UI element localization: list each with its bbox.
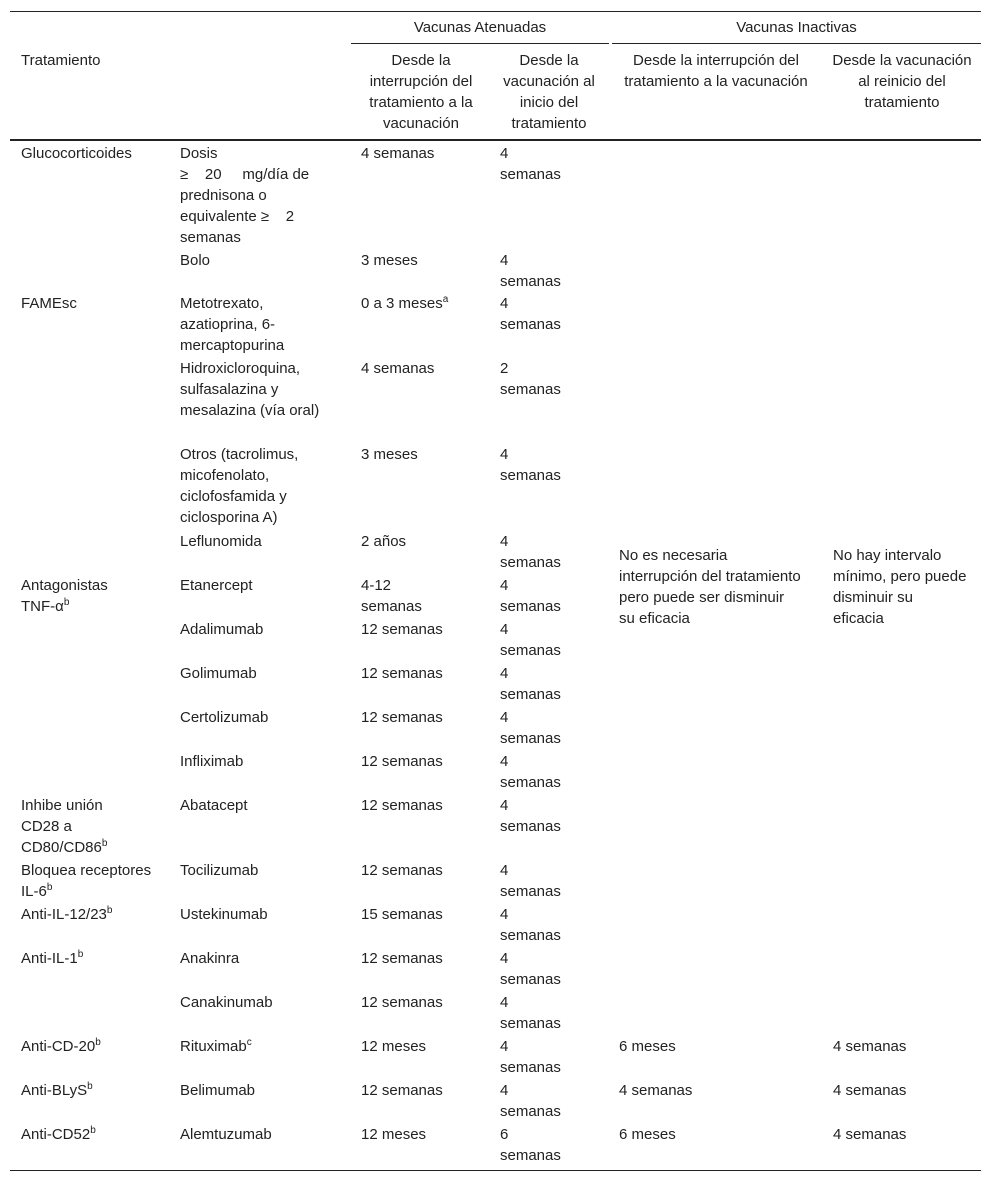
att-int-belimumab: 12 semanas: [361, 1082, 443, 1099]
drug-ustekinumab: Ustekinumab: [180, 906, 268, 923]
att-vac-canakinumab: 4 semanas: [500, 994, 561, 1032]
group-cd20: Anti-CD-20$^b$: [21, 1037, 101, 1055]
att-vac-alemtuzumab: 6 semanas: [500, 1126, 561, 1164]
att-vac-hidroxicloroquina: 2 semanas: [500, 360, 561, 398]
att-int-infliximab: 12 semanas: [361, 753, 443, 770]
att-vac-metotrexato: 4 semanas: [500, 295, 561, 333]
att-int-anakinra: 12 semanas: [361, 950, 443, 967]
group-famesc: FAMEsc: [21, 295, 77, 312]
group-il1: Anti-IL-1$^b$: [21, 949, 84, 967]
drug-adalimumab: Adalimumab: [180, 621, 264, 638]
group-cd28: Inhibe unión CD28 a CD80/CD86$^b$: [21, 797, 108, 856]
att-int-bolo: 3 meses: [361, 252, 418, 269]
drug-metotrexato: Metotrexato, azatioprina, 6-mercaptopurina: [180, 295, 285, 354]
att-vac-anakinra: 4 semanas: [500, 950, 561, 988]
drug-golimumab: Golimumab: [180, 665, 257, 682]
att-vac-leflunomida: 4 semanas: [500, 533, 561, 571]
drug-belimumab: Belimumab: [180, 1082, 256, 1099]
att-int-certolizumab: 12 semanas: [361, 709, 443, 726]
att-vac-infliximab: 4 semanas: [500, 753, 561, 791]
group-cd52: Anti-CD52$^b$: [21, 1125, 96, 1143]
att-int-ustekinumab: 15 semanas: [361, 906, 443, 923]
header-inact-since-vaccination: Desde la vacunación al reinicio del tratamiento: [832, 52, 972, 111]
group-blys: Anti-BLyS$^b$: [21, 1081, 93, 1099]
drug-hidroxicloroquina: Hidroxicloroquina, sulfasalazina y mesalazina (vía oral): [180, 360, 320, 419]
drug-dosis: Dosis ≥ 20 mg/día de prednisona o equivalente ≥ 2 semanas: [180, 145, 310, 246]
table-top-rule: [10, 11, 981, 12]
drug-tocilizumab: Tocilizumab: [180, 862, 259, 879]
att-vac-belimumab: 4 semanas: [500, 1082, 561, 1120]
inact-int-belimumab: 4 semanas: [619, 1082, 693, 1099]
att-int-alemtuzumab: 12 meses: [361, 1126, 427, 1143]
group-il12: Anti-IL-12/23$^b$: [21, 905, 113, 923]
drug-anakinra: Anakinra: [180, 950, 240, 967]
drug-leflunomida: Leflunomida: [180, 533, 262, 550]
inact-vac-merged: No hay intervalo mínimo, pero puede disminuir su eficacia: [833, 547, 967, 627]
att-int-golimumab: 12 semanas: [361, 665, 443, 682]
inact-int-rituximab: 6 meses: [619, 1038, 676, 1055]
att-vac-ustekinumab: 4 semanas: [500, 906, 561, 944]
group-glucocorticoides: Glucocorticoides: [21, 145, 132, 162]
att-vac-rituximab: 4 semanas: [500, 1038, 561, 1076]
drug-etanercept: Etanercept: [180, 577, 253, 594]
drug-infliximab: Infliximab: [180, 753, 244, 770]
att-int-etanercept: 4-12 semanas: [361, 577, 422, 615]
inact-vac-alemtuzumab: 4 semanas: [833, 1126, 907, 1143]
header-bottom-rule: [10, 139, 981, 141]
header-att-since-interruption: Desde la interrupción del tratamiento a la vacunación: [369, 52, 473, 132]
drug-alemtuzumab: Alemtuzumab: [180, 1126, 272, 1143]
header-att-since-vaccination: Desde la vacunación al inicio del tratamiento: [503, 52, 595, 132]
att-int-abatacept: 12 semanas: [361, 797, 443, 814]
header-attenuated: Vacunas Atenuadas: [413, 19, 547, 36]
inact-int-merged: No es necesaria interrupción del tratamiento pero puede ser disminuir su eficacia: [619, 547, 801, 627]
att-vac-abatacept: 4 semanas: [500, 797, 561, 835]
drug-otros: Otros (tacrolimus, micofenolato, ciclofosfamida y ciclosporina A): [180, 446, 299, 526]
inact-vac-belimumab: 4 semanas: [833, 1082, 907, 1099]
header-treatment: Tratamiento: [21, 52, 101, 69]
att-vac-dosis: 4 semanas: [500, 145, 561, 183]
att-int-metotrexato: 0 a 3 meses$^a$: [361, 294, 449, 312]
att-int-dosis: 4 semanas: [361, 145, 435, 162]
att-vac-etanercept: 4 semanas: [500, 577, 561, 615]
drug-bolo: Bolo: [180, 252, 211, 269]
att-int-otros: 3 meses: [361, 446, 418, 463]
att-vac-bolo: 4 semanas: [500, 252, 561, 290]
drug-certolizumab: Certolizumab: [180, 709, 269, 726]
drug-canakinumab: Canakinumab: [180, 994, 273, 1011]
group-il6: Bloquea receptores IL-6$^b$: [21, 862, 152, 900]
att-int-adalimumab: 12 semanas: [361, 621, 443, 638]
att-vac-tocilizumab: 4 semanas: [500, 862, 561, 900]
drug-abatacept: Abatacept: [180, 797, 248, 814]
group-tnf: Antagonistas TNF-$\alpha^b$: [21, 577, 108, 615]
att-int-canakinumab: 12 semanas: [361, 994, 443, 1011]
att-int-leflunomida: 2 años: [361, 533, 407, 550]
drug-rituximab: Rituximab$^c$: [180, 1037, 252, 1055]
table-bottom-rule: [10, 1170, 981, 1171]
att-int-tocilizumab: 12 semanas: [361, 862, 443, 879]
att-vac-certolizumab: 4 semanas: [500, 709, 561, 747]
inact-vac-rituximab: 4 semanas: [833, 1038, 907, 1055]
header-inact-since-interruption: Desde la interrupción del tratamiento a la vacunación: [624, 52, 808, 90]
attenuated-underline: [351, 43, 609, 44]
att-vac-golimumab: 4 semanas: [500, 665, 561, 703]
inact-int-alemtuzumab: 6 meses: [619, 1126, 676, 1143]
att-vac-otros: 4 semanas: [500, 446, 561, 484]
att-int-hidroxicloroquina: 4 semanas: [361, 360, 435, 377]
att-int-rituximab: 12 meses: [361, 1038, 427, 1055]
header-inactive: Vacunas Inactivas: [736, 19, 857, 36]
inactive-underline: [612, 43, 981, 44]
att-vac-adalimumab: 4 semanas: [500, 621, 561, 659]
